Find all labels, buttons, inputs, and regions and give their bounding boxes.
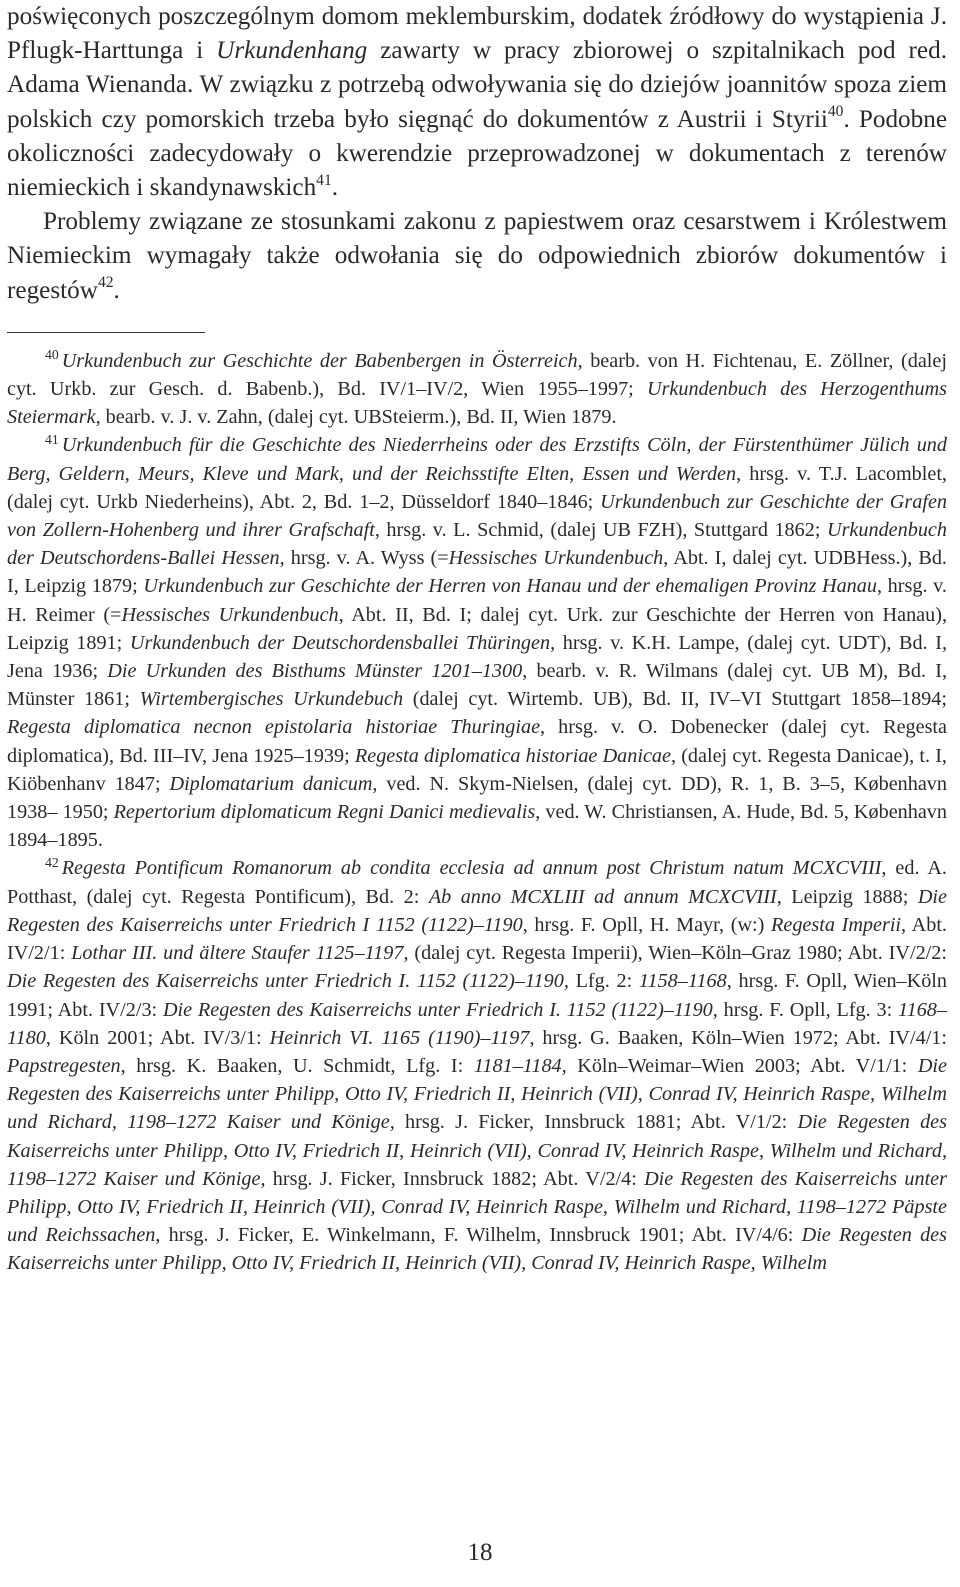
text-run: , Köln 2001; Abt. IV/3/1: xyxy=(45,1026,270,1049)
italic-title: Die Regesten des Kaiserreichs unter Friedrich I 1152 (1122)–1190 xyxy=(7,885,947,936)
text-run: . xyxy=(331,174,339,202)
text-run: (dalej cyt. Wirtemb. UB), Bd. II, IV–VI Stuttgart 1858–1894; xyxy=(403,688,947,711)
text-run: , hrsg. v. O. Dobenecker (dalej cyt. Regesta diplomatica), Bd. III–IV, Jena 1925–1939; xyxy=(7,716,948,767)
text-run: Problemy związane ze stosunkami zakonu z papiestwem oraz cesarstwem i Królestwem Niemieckim wymagały także odwołania się do odpowiednich zbiorów dokumentów i regestów xyxy=(7,208,947,304)
italic-title: Diplomatarium danicum xyxy=(169,772,373,795)
text-run: . xyxy=(113,276,120,304)
italic-title: Hessisches Urkundenbuch xyxy=(121,603,339,626)
text-run: hrsg. J. Ficker, Innsbruck 1882; Abt. V/2/4: xyxy=(265,1167,645,1190)
text-run: , ed. A. Potthast, (dalej cyt. Regesta Pontificum), Bd. 2: xyxy=(7,857,947,908)
italic-title: Urkundenbuch zur Geschichte der Herren von Hanau und der ehemaligen Provinz Hanau xyxy=(143,575,877,598)
footnote-ref-40[interactable]: 40 xyxy=(827,103,844,121)
footnote-42 xyxy=(7,854,947,1277)
text-run: poświęconych poszczególnym domom meklemburskim, dodatek źródłowy do wystąpienia J. Pflugk-Harttunga i xyxy=(7,3,947,65)
text-run: Lfg. 2: xyxy=(568,970,639,993)
text-run: , hrsg. K. Baaken, U. Schmidt, Lfg. I: xyxy=(120,1054,474,1077)
italic-title: Die Regesten des Kaiserreichs unter Philipp, Otto IV, Friedrich II, Heinrich (VII), Conrad IV, Heinrich Raspe, Wilhelm xyxy=(7,1224,947,1275)
body-paragraph-1 xyxy=(7,0,947,205)
italic-title: Papstregesten xyxy=(7,1054,121,1077)
italic-title: Repertorium diplomaticum Regni Danici medievalis xyxy=(113,801,536,824)
text-run: , bearb. v. J. v. Zahn, (dalej cyt. UBSteierm.), Bd. II, Wien 1879. xyxy=(95,406,617,429)
body-paragraph-2 xyxy=(7,205,947,308)
text-run: , ved. N. Skym-Nielsen, (dalej cyt. DD), R. 1, B. 3–5, København 1938– 1950; xyxy=(7,772,947,824)
footnote-40 xyxy=(7,347,947,432)
footnotes xyxy=(7,347,947,1278)
text-run: , hrsg. G. Baaken, Köln–Wien 1972; Abt. IV/4/1: xyxy=(529,1026,948,1049)
italic-title: Heinrich VI. 1165 (1190)–1197 xyxy=(269,1026,530,1049)
italic-title: Urkundenbuch des Herzogenthums Steiermark xyxy=(7,378,948,429)
text-run: , ved. W. Christiansen, A. Hude, Bd. 5, København 1894–1895. xyxy=(7,801,947,852)
text-run: , hrsg. F. Opll, H. Mayr, (w:) xyxy=(522,913,772,936)
italic-title: 1168–1180 xyxy=(7,998,947,1049)
text-run: , hrsg. J. Ficker, E. Winkelmann, F. Wilhelm, Innsbruck 1901; Abt. IV/4/6: xyxy=(155,1224,802,1247)
italic-title: 1181–1184, xyxy=(473,1054,567,1077)
footnote-separator xyxy=(7,332,205,333)
italic-title: Die Regesten des Kaiserreichs unter Philipp, Otto IV, Friedrich II, Heinrich (VII), Conrad IV, Heinrich Raspe, Wilhelm und Richard, 1198–1272 Kaiser und Könige, xyxy=(7,1054,947,1134)
text-run: , bearb. von H. Fichtenau, E. Zöllner, (dalej cyt. Urkb. zur Gesch. d. Babenb.), Bd. IV/1–IV/2, Wien 1955–1997; xyxy=(7,349,947,401)
text-run: , bearb. v. R. Wilmans (dalej cyt. UB M), Bd. I, Münster 1861; xyxy=(7,660,947,711)
text-run: , Leipzig 1888; xyxy=(776,885,918,908)
document-page xyxy=(7,0,947,1278)
italic-title: Lothar III. und ältere Staufer 1125–1197 xyxy=(71,942,404,965)
footnote-number: 40 xyxy=(45,347,59,363)
text-run: , Abt. II, Bd. I; dalej cyt. Urk. zur Geschichte der Herren von Hanau), Leipzig 1891; xyxy=(7,603,947,654)
italic-title: Urkundenbuch der Deutschordens-Ballei Hessen xyxy=(7,519,947,570)
italic-title: Wirtembergisches Urkundebuch xyxy=(139,688,404,711)
text-run: , hrsg. v. L. Schmid, (dalej UB FZH), Stuttgard 1862; xyxy=(374,519,827,542)
italic-title: Hessisches Urkundenbuch xyxy=(448,547,664,570)
text-run: , hrsg. F. Opll, Wien–Köln 1991; Abt. IV/2/3: xyxy=(7,970,948,1021)
italic-title: Urkundenbuch zur Geschichte der Grafen von Zollern-Hohenberg und ihrer Grafschaft xyxy=(7,490,947,542)
text-run: hrsg. F. Opll, Lfg. 3: xyxy=(717,998,899,1021)
italic-title: 1158–1168 xyxy=(638,970,727,993)
italic-title: Die Urkunden des Bisthums Münster 1201–1300 xyxy=(107,660,523,683)
text-run: . Podobne okoliczności zadecydowały o kwerendzie przeprowadzonej w dokumentach z terenów niemieckich i skandynawskich xyxy=(7,105,948,202)
footnote-41 xyxy=(7,431,947,854)
text-run: , hrsg. v. T.J. Lacomblet, (dalej cyt. Urkb Niederheins), Abt. 2, Bd. 1–2, Düsseldorf 1840–1846; xyxy=(7,462,947,513)
italic-title: Regesta diplomatica historiae Danicae xyxy=(354,744,671,767)
main-text xyxy=(7,0,947,308)
text-run: , Abt. I, dalej cyt. UDBHess.), Bd. I, Leipzig 1879; xyxy=(7,547,947,598)
text-run: , hrsg. v. K.H. Lampe, (dalej cyt. UDT), Bd. I, Jena 1936; xyxy=(7,631,948,683)
italic-title: Regesta Imperii xyxy=(771,913,902,936)
page-number: 18 xyxy=(467,1539,493,1566)
text-run: Köln–Weimar–Wien 2003; Abt. V/1/1: xyxy=(566,1054,918,1077)
italic-title: Die Regesten des Kaiserreichs unter Friedrich I. 1152 (1122)–1190, xyxy=(162,998,718,1021)
text-run: zawarty w pracy zbiorowej o szpitalnikach pod red. Adama Wienanda. W związku z potrzebą odwoływania się do dziejów joannitów spoza ziem polskich czy pomorskich trzeba było sięgnąć do dokumentów z Austrii i Styrii xyxy=(7,37,948,133)
italic-title: Ab anno MCXLIII ad annum MCXCVIII xyxy=(428,885,777,908)
italic-title: Urkundenbuch zur Geschichte der Babenbergen in Österreich xyxy=(61,349,578,372)
text-run: , (dalej cyt. Regesta Danicae), t. I, Kiöbenhanv 1847; xyxy=(7,744,947,795)
text-run: , Abt. IV/2/1: xyxy=(7,913,947,965)
italic-title: Regesta Pontificum Romanorum ab condita ecclesia ad annum post Christum natum MCXCVIII xyxy=(61,857,882,880)
italic-title: Regesta diplomatica necnon epistolaria historiae Thuringiae xyxy=(7,716,541,739)
footnote-number: 41 xyxy=(45,431,59,447)
italic-title: Die Regesten des Kaiserreichs unter Friedrich I. 1152 (1122)–1190, xyxy=(7,970,569,993)
text-run: , hrsg. v. H. Reimer (= xyxy=(7,575,947,626)
text-run: , hrsg. v. A. Wyss (= xyxy=(279,547,449,570)
italic-title: Urkundenbuch für die Geschichte des Niederrheins oder des Erzstifts Cöln, der Fürstenthümer Jülich und Berg, Geldern, Meurs, Kleve und Mark, und der Reichsstifte Elten, Essen und Werden xyxy=(7,434,947,485)
italic-title: Urkundenhang xyxy=(216,37,368,65)
footnote-ref-41[interactable]: 41 xyxy=(316,171,332,189)
italic-title: Urkundenbuch der Deutschordensballei Thüringen xyxy=(129,631,551,654)
text-run: , (dalej cyt. Regesta Imperii), Wien–Köln–Graz 1980; Abt. IV/2/2: xyxy=(403,942,947,965)
text-run: hrsg. J. Ficker, Innsbruck 1881; Abt. V/1/2: xyxy=(394,1111,798,1134)
footnote-ref-42[interactable]: 42 xyxy=(97,274,114,292)
italic-title: Die Regesten des Kaiserreichs unter Philipp, Otto IV, Friedrich II, Heinrich (VII), Conrad IV, Heinrich Raspe, Wilhelm und Richard, 1198–1272 Kaiser und Könige, xyxy=(7,1111,947,1190)
italic-title: Die Regesten des Kaiserreichs unter Philipp, Otto IV, Friedrich II, Heinrich (VII), Conrad IV, Heinrich Raspe, Wilhelm und Richard, 1198–1272 Päpste und Reichssachen xyxy=(7,1167,947,1247)
footnote-number: 42 xyxy=(45,854,59,870)
